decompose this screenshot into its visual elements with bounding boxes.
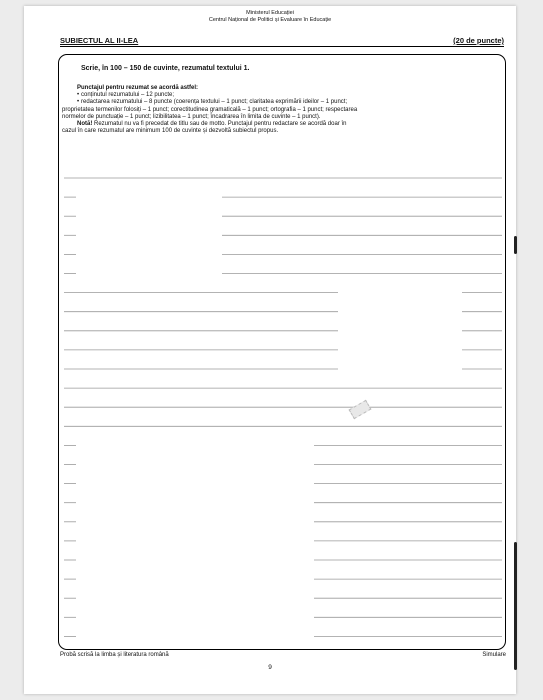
ministry-name: Ministerul Educației [246,10,294,16]
scrollbar-thumb-top[interactable] [514,236,517,254]
exam-page [24,6,516,694]
footer-session: Simulare [482,652,506,658]
criteria-item-writing: • redactarea rezumatului – 8 puncte (coerența textului – 1 punct; claritatea exprimării ideilor – 1 punct; [62,99,499,106]
criteria-line: proprietatea termenilor folosiți – 1 punct; corectitudinea gramaticală – 1 punct; ortografia – 1 punct; respectarea [62,106,358,113]
scrollbar-thumb[interactable] [514,542,517,670]
task-instruction: Scrie, în 100 – 150 de cuvinte, rezumatul textului 1. [81,65,250,72]
page-number: 9 [268,664,272,671]
criteria-note-line: cazul în care rezumatul are minimum 100 de cuvinte și dezvoltă subiectul propus. [62,128,279,135]
center-name: Centrul Național de Politici și Evaluare în Educație [208,17,332,23]
criteria-title: Punctajul pentru rezumat se acordă astfel: [77,85,199,91]
criteria-line: normelor de punctuație – 1 punct; lizibilitatea – 1 punct; încadrarea în limita de cuvinte – 1 punct). [62,113,321,120]
writing-lines [24,6,516,694]
note-label: Notă! [77,121,93,128]
criteria-item-content: • conținutul rezumatului – 12 puncte; [62,92,499,99]
subject-title: SUBIECTUL AL II-LEA [60,36,139,45]
note-text: Rezumatul nu va fi precedat de titlu sau de motto. Punctajul pentru redactare se acordă doar în [92,121,347,128]
footer-exam-name: Probă scrisă la limba și literatura română [60,652,169,658]
subject-points: (20 de puncte) [453,36,504,45]
